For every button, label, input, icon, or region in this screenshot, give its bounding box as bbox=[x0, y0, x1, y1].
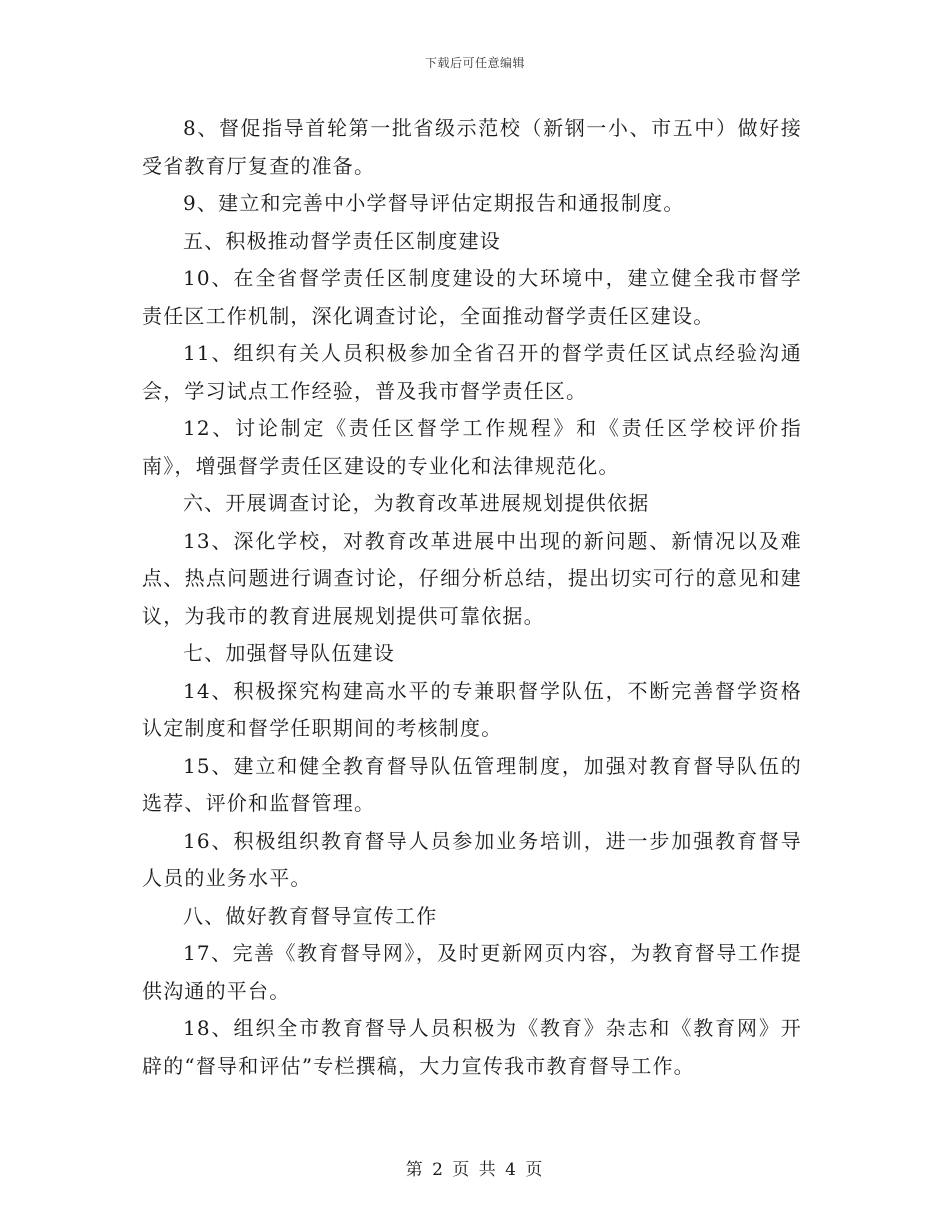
document-body bbox=[142, 110, 802, 1085]
paragraph-item-8: 8、督促指导首轮第一批省级示范校（新钢一小、市五中）做好接受省教育厅复查的准备。 bbox=[142, 116, 802, 178]
paragraph-item-10: 10、在全省督学责任区制度建设的大环境中，建立健全我市督学责任区工作机制，深化调查讨论，全面推动督学责任区建设。 bbox=[142, 266, 802, 328]
page-number-footer: 第 2 页 共 4 页 bbox=[405, 1160, 545, 1180]
section-heading-5: 五、积极推动督学责任区制度建设 bbox=[183, 228, 501, 253]
paragraph-item-18: 18、组织全市教育督导人员积极为《教育》杂志和《教育网》开辟的“督导和评估”专栏撰稿，大力宣传我市教育督导工作。 bbox=[142, 1016, 802, 1078]
paragraph-item-9: 9、建立和完善中小学督导评估定期报告和通报制度。 bbox=[183, 191, 685, 215]
paragraph-item-14: 14、积极探究构建高水平的专兼职督学队伍，不断完善督学资格认定制度和督学任职期间的考核制度。 bbox=[142, 678, 802, 740]
paragraph-item-12: 12、讨论制定《责任区督学工作规程》和《责任区学校评价指南》，增强督学责任区建设的专业化和法律规范化。 bbox=[142, 416, 802, 478]
paragraph-item-13: 13、深化学校，对教育改革进展中出现的新问题、新情况以及难点、热点问题进行调查讨论，仔细分析总结，提出切实可行的意见和建议，为我市的教育进展规划提供可靠依据。 bbox=[142, 528, 802, 628]
paragraph-item-11: 11、组织有关人员积极参加全省召开的督学责任区试点经验沟通会，学习试点工作经验，普及我市督学责任区。 bbox=[142, 341, 802, 403]
section-heading-8: 八、做好教育督导宣传工作 bbox=[183, 903, 438, 928]
section-heading-7: 七、加强督导队伍建设 bbox=[183, 641, 395, 665]
section-heading-6: 六、开展调查讨论，为教育改革进展规划提供依据 bbox=[183, 491, 650, 515]
paragraph-item-16: 16、积极组织教育督导人员参加业务培训，进一步加强教育督导人员的业务水平。 bbox=[142, 828, 802, 890]
paragraph-item-17: 17、完善《教育督导网》，及时更新网页内容，为教育督导工作提供沟通的平台。 bbox=[142, 941, 802, 1003]
paragraph-item-15: 15、建立和健全教育督导队伍管理制度，加强对教育督导队伍的选荐、评价和监督管理。 bbox=[142, 753, 802, 815]
page-header-note: 下载后可任意编辑 bbox=[424, 56, 525, 70]
